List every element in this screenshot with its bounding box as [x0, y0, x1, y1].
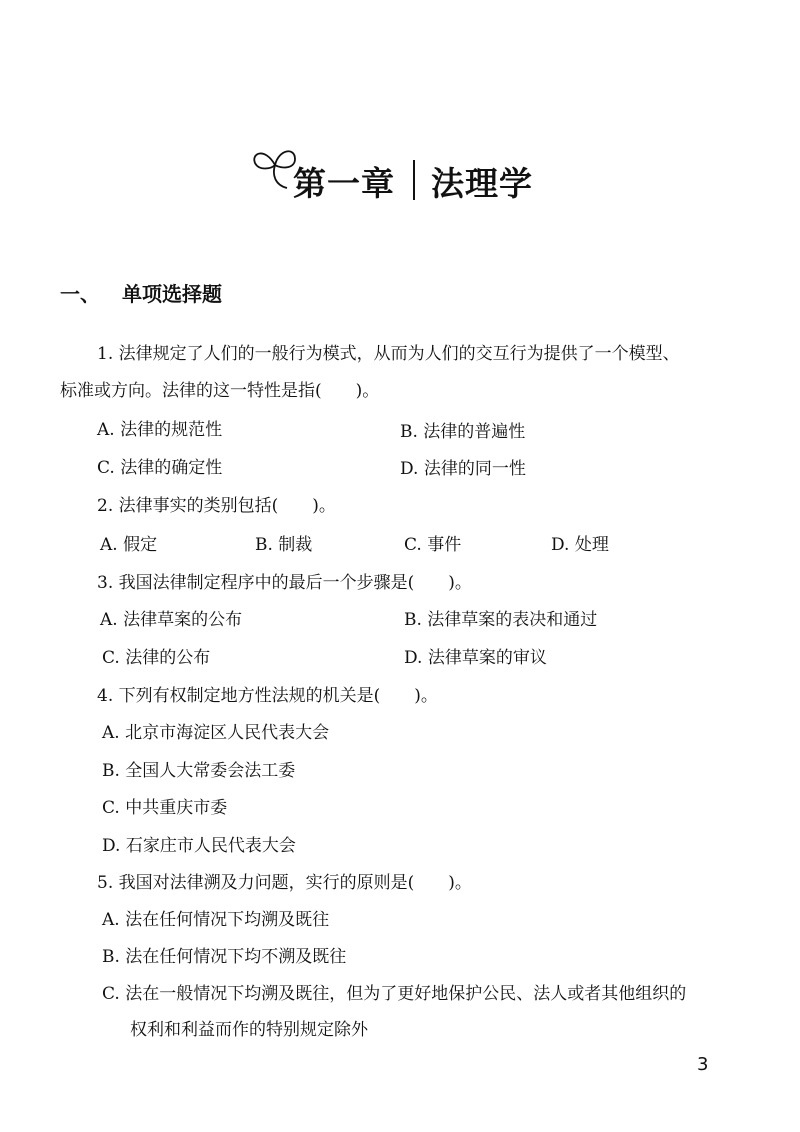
option-a: A. 北京市海淀区人民代表大会 [102, 723, 330, 743]
question-stem: 4. 下列有权制定地方性法规的机关是( )。 [97, 686, 438, 706]
option-a: A. 法律草案的公布 [100, 610, 243, 630]
chapter-subject: 法理学 [431, 164, 533, 203]
option-b: B. 法在任何情况下均不溯及既往 [102, 947, 347, 967]
title-divider [413, 160, 415, 200]
option-c: C. 中共重庆市委 [102, 798, 228, 818]
option-c: C. 法在一般情况下均溯及既往，但为了更好地保护公民、法人或者其他组织的 [102, 984, 687, 1004]
question-stem: 3. 我国法律制定程序中的最后一个步骤是( )。 [97, 573, 472, 593]
option-c-continued: 权利和利益而作的特别规定除外 [130, 1020, 368, 1040]
page-number: 3 [697, 1054, 709, 1075]
section-number: 一、 [60, 282, 100, 306]
option-a: A. 法律的规范性 [97, 420, 223, 440]
option-c: C. 法律的公布 [102, 648, 211, 668]
option-d: D. 法律草案的审议 [404, 648, 547, 668]
option-b: B. 全国人大常委会法工委 [102, 761, 296, 781]
chapter-number: 第一章 [293, 164, 395, 203]
option-b: B. 法律草案的表决和通过 [404, 610, 598, 630]
section-heading [60, 278, 222, 307]
question-stem-continued: 标准或方向。法律的这一特性是指( )。 [60, 381, 380, 401]
option-d: D. 法律的同一性 [400, 459, 526, 479]
option-a: A. 假定 [100, 535, 158, 555]
option-d: D. 石家庄市人民代表大会 [102, 836, 296, 856]
option-b: B. 法律的普遍性 [400, 422, 526, 442]
option-b: B. 制裁 [255, 535, 313, 555]
option-a: A. 法在任何情况下均溯及既往 [102, 910, 330, 930]
option-c: C. 法律的确定性 [97, 458, 223, 478]
section-title: 单项选择题 [122, 282, 222, 306]
option-c: C. 事件 [404, 535, 462, 555]
question-stem: 1. 法律规定了人们的一般行为模式，从而为人们的交互行为提供了一个模型、 [97, 344, 680, 364]
option-d: D. 处理 [551, 535, 609, 555]
chapter-title [245, 130, 565, 220]
question-stem: 5. 我国对法律溯及力问题，实行的原则是( )。 [97, 873, 472, 893]
question-stem: 2. 法律事实的类别包括( )。 [97, 496, 336, 516]
